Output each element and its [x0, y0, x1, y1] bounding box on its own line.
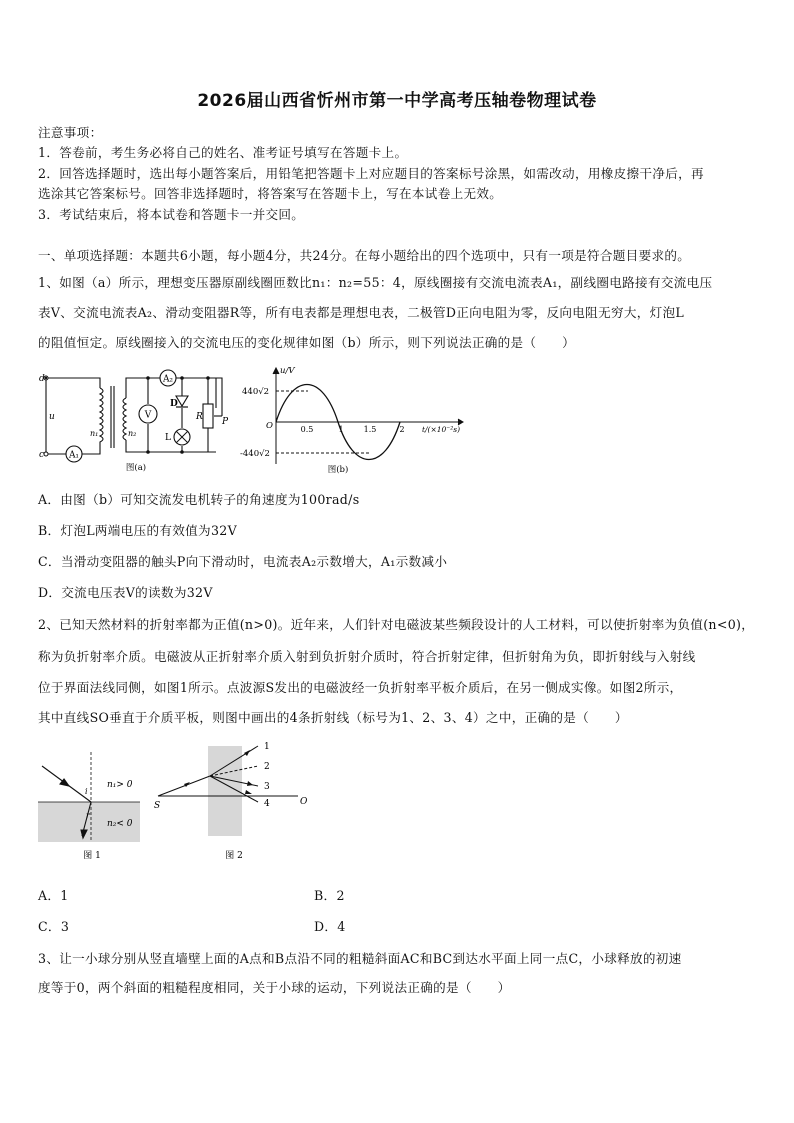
q2-line-3: 位于界面法线同侧，如图1所示。点波源S发出的电磁波经一负折射率平板介质后，在另一侧成实像。如图2所示，: [38, 680, 683, 695]
q1-option-d: D．交流电压表V的读数为32V: [38, 585, 213, 600]
notice-item-1: 1．答卷前，考生务必将自己的姓名、准考证号填写在答题卡上。: [38, 145, 408, 160]
label-L: L: [165, 433, 171, 443]
fig2-caption: 图 2: [225, 851, 243, 861]
q2-figure-1: [36, 746, 146, 864]
fig2-O: O: [300, 797, 308, 807]
q1-figure-b: [240, 364, 470, 478]
q1-line-3: 的阻值恒定。原线圈接入的交流电压的变化规律如图（b）所示，则下列说法正确的是（ ）: [38, 335, 576, 350]
q3-line-2: 度等于0，两个斜面的粗糙程度相同，关于小球的运动，下列说法正确的是（ ）: [38, 980, 511, 995]
q2-option-c: C．3: [38, 919, 70, 934]
fig-b-tick-4: 2: [399, 425, 405, 434]
label-A1: A₁: [68, 450, 80, 461]
notice-item-3: 3．考试结束后，将本试卷和答题卡一并交回。: [38, 207, 305, 222]
section-heading: 一、单项选择题：本题共6小题，每小题4分，共24分。在每小题给出的四个选项中，只有一项是符合题目要求的。: [38, 248, 691, 263]
fig2-ray-1: 1: [264, 742, 270, 752]
fig-b-ylabel: u/V: [280, 366, 295, 376]
page-title: 2026届山西省忻州市第一中学高考压轴卷物理试卷: [197, 91, 597, 111]
label-c: c: [39, 450, 45, 460]
q2-line-4: 其中直线SO垂直于介质平板，则图中画出的4条折射线（标号为1、2、3、4）之中，正确的是（ ）: [38, 710, 628, 725]
label-n1: n₁: [90, 429, 99, 438]
notice-heading: 注意事项：: [38, 125, 103, 140]
q2-option-d: D．4: [314, 919, 346, 934]
q1-option-c: C．当滑动变阻器的触头P向下滑动时，电流表A₂示数增大，A₁示数减小: [38, 554, 448, 569]
label-V: V: [144, 410, 152, 421]
fig2-ray-4: 4: [264, 799, 270, 809]
fig-b-caption: 图(b): [327, 465, 349, 475]
fig-b-xlabel: t/(×10⁻²s): [422, 425, 461, 434]
fig-b-ymin: -440√2: [240, 449, 270, 459]
label-u: u: [49, 412, 55, 422]
label-R: R: [196, 412, 203, 422]
notice-item-2-cont: 选涂其它答案标号。回答非选择题时，将答案写在答题卡上，写在本试卷上无效。: [38, 186, 503, 201]
fig2-ray-3: 3: [264, 782, 270, 792]
fig-b-tick-1: 0.5: [300, 425, 314, 434]
fig-b-tick-3: 1.5: [363, 425, 377, 434]
label-P: P: [222, 417, 229, 427]
q2-figure-2: [148, 738, 318, 864]
fig-b-tick-2: 1: [338, 425, 344, 434]
label-n2: n₂: [128, 429, 137, 438]
fig1-caption: 图 1: [83, 851, 101, 861]
q1-option-a: A．由图（b）可知交流发电机转子的角速度为100rad/s: [38, 492, 360, 507]
q2-line-1: 2、已知天然材料的折射率都为正值(n>0)。近年来，人们针对电磁波某些频段设计的人工材料，可以使折射率为负值(n<0)，: [38, 617, 755, 632]
fig2-S: S: [154, 801, 161, 811]
fig-b-ymax: 440√2: [242, 387, 270, 397]
notice-item-2: 2．回答选择题时，选出每小题答案后，用铅笔把答题卡上对应题目的答案标号涂黑，如需改动，用橡皮擦干净后，再: [38, 166, 704, 181]
q1-option-b: B．灯泡L两端电压的有效值为32V: [38, 523, 237, 538]
q1-line-1: 1、如图（a）所示，理想变压器原副线圈匝数比n₁：n₂=55：4，原线圈接有交流电流表A₁，副线圈电路接有交流电压: [38, 275, 713, 290]
fig-b-origin: O: [266, 421, 273, 431]
q1-line-2: 表V、交流电流表A₂、滑动变阻器R等，所有电表都是理想电表，二极管D正向电阻为零，反向电阻无穷大，灯泡L: [38, 305, 685, 320]
label-d: d: [39, 374, 45, 384]
label-D: D: [170, 399, 178, 409]
fig1-i: i: [85, 787, 88, 796]
label-A2: A₂: [162, 374, 174, 385]
q2-line-2: 称为负折射率介质。电磁波从正折射率介质入射到负折射介质时，符合折射定律，但折射角为负，即折射线与入射线: [38, 649, 696, 664]
q1-figure-a: [36, 368, 236, 478]
fig1-n1: n₁> 0: [107, 780, 133, 790]
q2-option-b: B．2: [314, 888, 345, 903]
fig-a-caption: 图(a): [125, 463, 147, 473]
q2-option-a: A．1: [38, 888, 69, 903]
fig2-ray-2: 2: [264, 762, 270, 772]
fig1-r: r: [86, 811, 90, 820]
fig1-n2: n₂< 0: [107, 819, 133, 829]
q3-line-1: 3、让一小球分别从竖直墙壁上面的A点和B点沿不同的粗糙斜面AC和BC到达水平面上同一点C，小球释放的初速: [38, 951, 682, 966]
